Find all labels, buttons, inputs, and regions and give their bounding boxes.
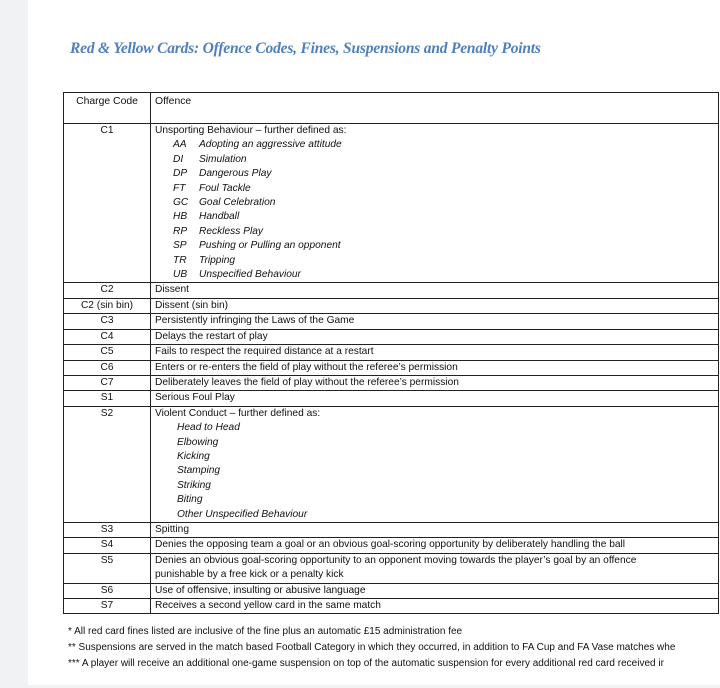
table-row	[64, 360, 719, 375]
offence-text: Dissent	[151, 283, 719, 298]
sub-offence	[155, 254, 714, 268]
sub-offence: Striking	[177, 479, 211, 491]
offence-text: Denies an obvious goal-scoring opportunity to an opponent moving towards the player’s goal by an offence	[155, 554, 637, 566]
table-row	[64, 375, 719, 390]
offence-text: Enters or re-enters the field of play without the referee’s permission	[151, 360, 719, 375]
footnotes	[68, 624, 675, 672]
sub-text: Pushing or Pulling an opponent	[199, 240, 341, 252]
charge-code: S3	[64, 522, 151, 537]
sub-text: Foul Tackle	[199, 182, 251, 194]
table-row	[64, 522, 719, 537]
table-row	[64, 298, 719, 313]
charge-code: C2 (sin bin)	[64, 298, 151, 313]
offence-text: Receives a second yellow card in the same match	[151, 599, 719, 614]
sub-code: DP	[173, 168, 188, 180]
table-row	[64, 314, 719, 329]
sub-offence: Head to Head	[177, 422, 240, 434]
sub-text: Goal Celebration	[199, 197, 276, 209]
sub-code: SP	[173, 240, 187, 252]
sub-text: Unspecified Behaviour	[199, 269, 301, 281]
sub-offence	[155, 210, 714, 224]
sub-offence	[155, 196, 714, 210]
footnote: ** Suspensions are served in the match based Football Category in which they occurred, in addition to FA Cup and FA Vase matches whe	[68, 642, 676, 653]
table-row	[64, 406, 719, 522]
table-row	[64, 583, 719, 598]
offence-text: Deliberately leaves the field of play without the referee’s permission	[151, 375, 719, 390]
charge-code: C4	[64, 329, 151, 344]
charge-code: C7	[64, 375, 151, 390]
document-title: Red & Yellow Cards: Offence Codes, Fines, Suspensions and Penalty Points	[70, 40, 541, 57]
sub-code: RP	[173, 225, 188, 237]
header-offence: Offence	[151, 93, 719, 124]
charge-code: C3	[64, 314, 151, 329]
sub-offence: Stamping	[177, 465, 221, 477]
table-row	[64, 538, 719, 553]
footnote: *** A player will receive an additional one-game suspension on top of the automatic suspension for every additional red card received ir	[68, 658, 664, 669]
sub-text: Handball	[199, 211, 240, 223]
offence-text: Unsporting Behaviour – further defined as:	[155, 125, 347, 136]
charge-code: S6	[64, 583, 151, 598]
sub-offence: Kicking	[177, 450, 210, 462]
offence-text: Fails to respect the required distance at a restart	[151, 345, 719, 360]
sub-code: UB	[173, 269, 188, 281]
document-page	[28, 0, 720, 685]
sub-code: GC	[173, 197, 189, 209]
sub-text: Reckless Play	[199, 225, 263, 237]
offence-cell	[151, 553, 719, 583]
sub-offence	[155, 153, 714, 167]
offence-text: Spitting	[151, 522, 719, 537]
offence-text: Use of offensive, insulting or abusive language	[151, 583, 719, 598]
table-row	[64, 283, 719, 298]
table-header-row	[64, 93, 719, 124]
sub-text: Dangerous Play	[199, 168, 272, 180]
offence-text: Persistently infringing the Laws of the Game	[151, 314, 719, 329]
offence-cell	[151, 124, 719, 283]
table-row	[64, 329, 719, 344]
sub-offence: Biting	[177, 494, 203, 506]
table-row	[64, 124, 719, 283]
offence-text-continued: punishable by a free kick or a penalty kick	[155, 569, 344, 581]
offence-text: Delays the restart of play	[151, 329, 719, 344]
offence-text: Violent Conduct – further defined as:	[155, 407, 321, 419]
sub-offence: Elbowing	[177, 436, 219, 448]
header-charge-code: Charge Code	[64, 93, 151, 124]
sub-code: DI	[173, 153, 184, 165]
charge-code: C5	[64, 345, 151, 360]
table-row	[64, 345, 719, 360]
table-row	[64, 599, 719, 614]
sub-offence	[155, 239, 714, 253]
charge-code: C6	[64, 360, 151, 375]
sub-offence	[155, 138, 714, 152]
offence-codes-table	[63, 92, 719, 614]
footnote: * All red card fines listed are inclusive of the fine plus an automatic £15 administration fee	[68, 626, 463, 637]
charge-code: S4	[64, 538, 151, 553]
sub-offence	[155, 182, 714, 196]
sub-code: FT	[173, 182, 186, 194]
sub-text: Simulation	[199, 153, 247, 165]
charge-code: C2	[64, 283, 151, 298]
sub-offence	[155, 167, 714, 181]
offence-cell	[151, 406, 719, 522]
charge-code: S2	[64, 406, 151, 522]
offence-text: Denies the opposing team a goal or an obvious goal-scoring opportunity by deliberately handling the ball	[151, 538, 719, 553]
sub-code: HB	[173, 211, 188, 223]
sub-offence: Other Unspecified Behaviour	[177, 508, 308, 520]
charge-code: C1	[64, 124, 151, 283]
offence-text: Dissent (sin bin)	[151, 298, 719, 313]
table-row	[64, 553, 719, 583]
sub-code: AA	[173, 139, 187, 151]
charge-code: S5	[64, 553, 151, 583]
sub-text: Adopting an aggressive attitude	[199, 139, 342, 151]
sub-offence	[155, 225, 714, 239]
charge-code: S7	[64, 599, 151, 614]
sub-text: Tripping	[199, 254, 236, 266]
sub-offence	[155, 268, 714, 282]
offence-text: Serious Foul Play	[151, 391, 719, 406]
table-row	[64, 391, 719, 406]
sub-code: TR	[173, 254, 187, 266]
charge-code: S1	[64, 391, 151, 406]
